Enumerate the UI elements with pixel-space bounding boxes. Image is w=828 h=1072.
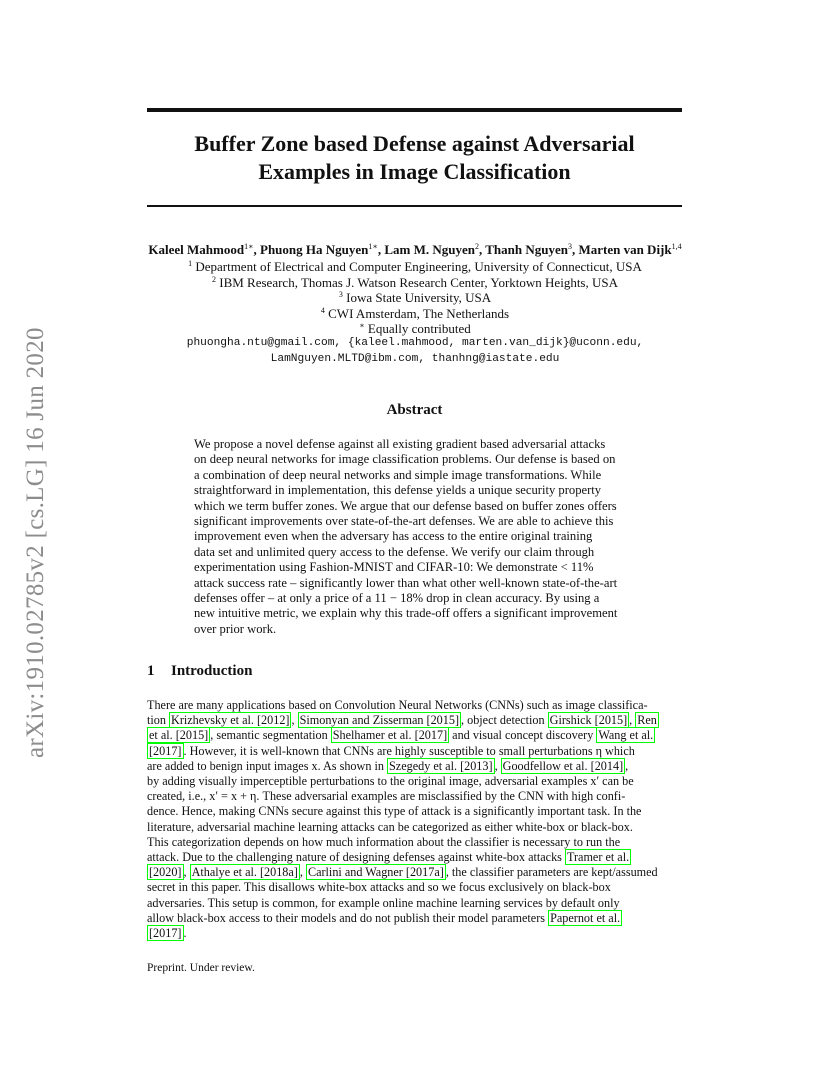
citation-link[interactable]: [2020]: [149, 865, 182, 880]
author-name: Kaleel Mahmood: [148, 242, 245, 257]
section-title: Introduction: [171, 663, 253, 679]
citation-link[interactable]: Szegedy et al. [2013]: [389, 758, 493, 773]
abstract-line: a combination of deep neural networks and simple image transformations. While: [194, 467, 602, 482]
intro-line: attack. Due to the challenging nature of designing defenses against white-box attacks Tramer et al.: [147, 850, 630, 865]
citation-link[interactable]: Shelhamer et al. [2017]: [332, 728, 448, 743]
abstract-heading: Abstract: [386, 402, 443, 418]
author-emails: [100, 336, 730, 367]
introduction-text: [147, 698, 685, 941]
abstract-line: defenses offer – at only a price of a 11 − 18% drop in clean accuracy. By using a: [194, 591, 600, 606]
section-heading-introduction: [147, 663, 252, 680]
citation-link[interactable]: Athalye et al. [2018a]: [191, 865, 298, 880]
abstract-line: over prior work.: [194, 621, 277, 636]
citation-link[interactable]: Papernot et al.: [550, 910, 621, 925]
intro-line: allow black-box access to their models and do not publish their model parameters Papernot et al.: [147, 910, 621, 925]
citation-link[interactable]: Ren: [637, 713, 657, 728]
citation-link[interactable]: Simonyan and Zisserman [2015]: [299, 713, 460, 728]
intro-line: literature, adversarial machine learning attacks can be categorized as either white-box or black-box.: [147, 819, 633, 834]
intro-line: et al. [2015] , semantic segmentation Shelhamer et al. [2017] and visual concept discovery Wang et al.: [149, 728, 654, 743]
citation-link[interactable]: [2017]: [149, 926, 182, 941]
abstract-line: significant improvements over state-of-the-art defenses. We are able to achieve this: [194, 514, 614, 529]
citation-link[interactable]: Goodfellow et al. [2014]: [502, 758, 624, 773]
author-affiliation-mark: 1∗: [368, 242, 378, 251]
citation-link[interactable]: [2017]: [149, 743, 182, 758]
affiliation-line: $^2$ IBM Research, Thomas J. Watson Research Center, Yorktown Heights, USA: [212, 274, 618, 290]
abstract-line: new intuitive metric, we explain why this trade-off offers a significant improvement: [194, 606, 618, 621]
intro-line: are added to benign input images x. As shown in Szegedy et al. [2013] , Goodfellow et al. [2014] ,: [147, 758, 629, 773]
title-line-2: Examples in Image Classification: [258, 159, 571, 184]
affiliation-line: ∗ Equally contributed: [359, 321, 471, 336]
affiliation-line: $^3$ Iowa State University, USA: [338, 290, 492, 305]
author-affiliation-mark: 1,4: [671, 242, 682, 251]
intro-line: adversaries. This setup is common, for example online machine learning services by default only: [147, 895, 620, 910]
section-number: 1: [147, 663, 155, 679]
abstract-line: which we term buffer zones. We argue that our defense based on buffer zones offers: [194, 498, 617, 513]
arxiv-identifier-stamp: arXiv:1910.02785v2 [cs.LG] 16 Jun 2020: [22, 327, 49, 758]
intro-line: [2020] , Athalye et al. [2018a] , Carlini and Wagner [2017a] , the classifier parameters are kept/assumed: [149, 865, 658, 880]
citation-link[interactable]: Carlini and Wagner [2017a]: [307, 865, 444, 880]
citation-link[interactable]: Krizhevsky et al. [2012]: [171, 713, 290, 728]
author-name: Thanh Nguyen: [485, 242, 568, 257]
intro-line: dence. Hence, making CNNs secure against this type of attack is a significantly important task. In the: [147, 804, 642, 819]
title-top-rule: [147, 108, 682, 112]
intro-line: by adding visually imperceptible perturbations to the original image, adversarial examples x′ can be: [147, 774, 634, 789]
abstract-line: on deep neural networks for image classification problems. Our defense is based on: [194, 452, 616, 467]
preprint-footer: Preprint. Under review.: [147, 962, 255, 974]
author-affiliation-mark: 2: [474, 242, 479, 251]
abstract-line: data set and unlimited query access to the defense. We verify our claim through: [194, 544, 595, 559]
author-affiliation-mark: 1∗: [244, 242, 254, 251]
affiliation-line: $^1$ Department of Electrical and Computer Engineering, University of Connecticut, USA: [188, 259, 642, 274]
intro-line: This categorization depends on how much information about the classifier is necessary to run the: [147, 834, 621, 849]
citation-link[interactable]: Girshick [2015]: [549, 713, 628, 728]
abstract-line: attack success rate – significantly lower than what other well-known state-of-the-art: [194, 575, 618, 590]
intro-line: created, i.e., x′ = x + η. These adversarial examples are misclassified by the CNN with high confi-: [147, 789, 626, 804]
intro-line: secret in this paper. This disallows white-box attacks and so we focus exclusively on black-box: [147, 880, 611, 895]
abstract-line: We propose a novel defense against all existing gradient based adversarial attacks: [194, 437, 606, 451]
citation-link[interactable]: Tramer et al.: [566, 850, 630, 865]
intro-line: [2017] . However, it is well-known that CNNs are highly susceptible to small perturbations η which: [149, 743, 635, 758]
citation-link[interactable]: Wang et al.: [598, 728, 654, 743]
affiliation-list: [100, 259, 730, 337]
intro-line: [2017] .: [149, 926, 187, 941]
citation-link[interactable]: et al. [2015]: [149, 728, 209, 743]
paper-title: [147, 130, 682, 186]
intro-line: There are many applications based on Convolution Neural Networks (CNNs) such as image classifica-: [147, 698, 648, 712]
email-line: phuongha.ntu@gmail.com, {kaleel.mahmood, marten.van_dijk}@uconn.edu,: [186, 337, 644, 349]
title-bottom-rule: [147, 205, 682, 207]
title-line-1: Buffer Zone based Defense against Adversarial: [194, 131, 635, 156]
author-name: Lam M. Nguyen: [384, 242, 475, 257]
author-name: Phuong Ha Nguyen: [260, 242, 369, 257]
author-affiliation-mark: 3: [567, 242, 572, 251]
email-line: LamNguyen.MLTD@ibm.com, thanhng@iastate.edu: [270, 352, 560, 365]
abstract-line: experimentation using Fashion-MNIST and CIFAR-10: We demonstrate < 11%: [194, 560, 594, 575]
abstract-text: [194, 437, 634, 637]
abstract-line: straightforward in implementation, this defense yields a unique security property: [194, 483, 602, 498]
author-name: Marten van Dijk: [578, 242, 672, 257]
affiliation-line: $^4$ CWI Amsterdam, The Netherlands: [320, 305, 510, 321]
author-list: Kaleel Mahmood$^{1∗}$, Phuong Ha Nguyen$^{1∗}$, Lam M. Nguyen$^2$, Thanh Nguyen$^3$, Marten van Dijk$^{1,4}$: [148, 242, 682, 257]
abstract-line: improvement even when the adversary has access to the entire original training: [194, 529, 593, 544]
intro-line: tion Krizhevsky et al. [2012] , Simonyan and Zisserman [2015] , object detection Girshick [2015] , Ren: [147, 713, 657, 728]
